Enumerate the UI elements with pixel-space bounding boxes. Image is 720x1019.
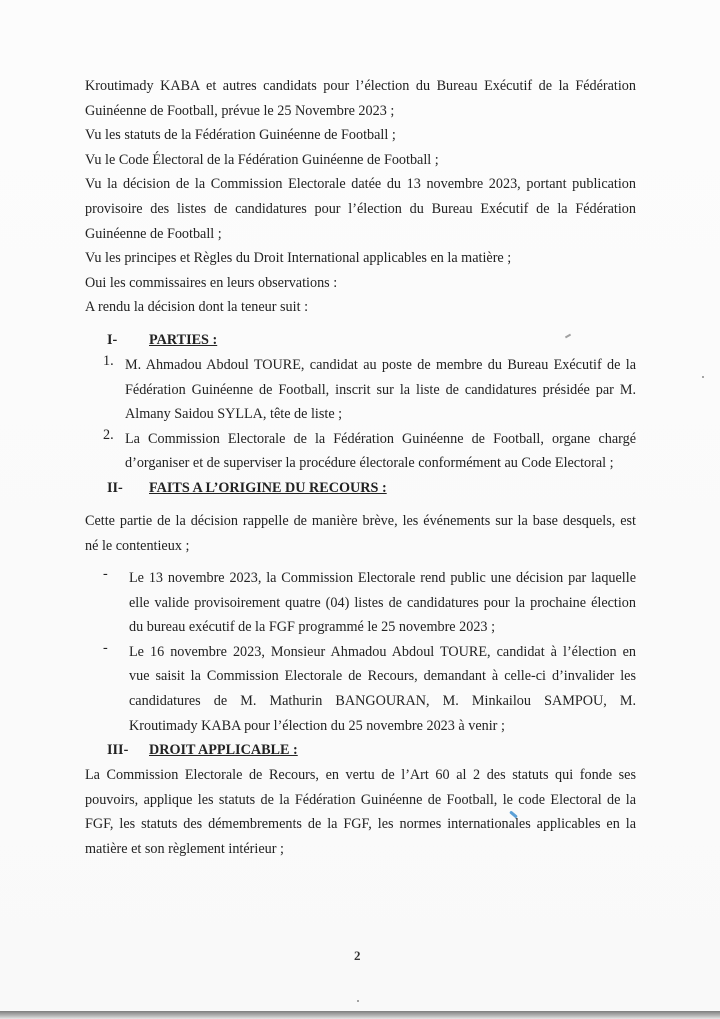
pen-mark <box>702 376 704 378</box>
document-body <box>85 74 636 862</box>
text-line: Vu les statuts de la Fédération Guinéenne de Football ; <box>85 127 396 144</box>
text-line: M. Ahmadou Abdoul TOURE, candidat au poste de membre du Bureau Exécutif de la <box>125 356 636 373</box>
section-number: III- <box>107 742 129 759</box>
text-line: pouvoirs, applique les statuts de la Fédération Guinéenne de Football, le code Electoral de la <box>85 791 636 808</box>
text-line: candidatures de M. Mathurin BANGOURAN, M. Minkailou SAMPOU, M. <box>129 693 636 710</box>
text-line: Le 16 novembre 2023, Monsieur Ahmadou Abdoul TOURE, candidat à l’élection en <box>129 643 636 660</box>
text-line: A rendu la décision dont la teneur suit : <box>85 299 309 316</box>
section-heading <box>85 476 636 501</box>
text-line: Fédération Guinéenne de Football, inscrit sur la liste de candidatures présidée par M. <box>125 381 636 398</box>
preamble <box>85 74 636 320</box>
text-line: Guinéenne de Football, prévue le 25 Novembre 2023 ; <box>85 102 395 119</box>
section-title: DROIT APPLICABLE : <box>149 742 298 759</box>
fact-item <box>85 640 636 738</box>
section-droit-applicable <box>85 738 636 861</box>
fact-item <box>85 566 636 640</box>
text-line: Kroutimady KABA pour l’élection du 25 novembre 2023 à venir ; <box>129 717 505 734</box>
page-number: 2 <box>354 948 361 963</box>
section-heading <box>85 738 636 763</box>
text-line: Kroutimady KABA et autres candidats pour l’élection du Bureau Exécutif de la Fédération <box>85 78 636 94</box>
party-item <box>85 427 636 476</box>
text-line: Vu les principes et Règles du Droit International applicables en la matière ; <box>85 250 512 267</box>
text-line: FGF, les statuts des démembrements de la FGF, les normes internationales applicables en la <box>85 816 636 833</box>
text-line: Cette partie de la décision rappelle de manière brève, les événements sur la base desquels, est <box>85 512 636 529</box>
section-number: II- <box>107 479 123 496</box>
section-parties <box>85 328 636 476</box>
text-line: La Commission Electorale de Recours, en vertu de l’Art 60 al 2 des statuts qui fonde ses <box>85 767 636 784</box>
page-edge-shadow <box>0 1011 720 1019</box>
text-line: matière et son règlement intérieur ; <box>85 841 284 858</box>
text-line: Le 13 novembre 2023, la Commission Electorale rend public une décision par laquelle <box>129 570 636 587</box>
ink-mark <box>357 1000 359 1002</box>
text-line: d’organiser et de superviser la procédure électorale conformément au Code Electoral ; <box>125 455 614 472</box>
text-line: Vu la décision de la Commission Electorale datée du 13 novembre 2023, portant publication <box>85 176 636 193</box>
section-title: PARTIES : <box>149 331 218 348</box>
text-line: vue saisit la Commission Electorale de Recours, demandant à celle-ci d’invalider les <box>129 668 636 685</box>
bullet-marker: - <box>103 639 108 656</box>
section-number: I- <box>107 331 118 348</box>
text-line: Guinéenne de Football ; <box>85 225 222 242</box>
text-line: provisoire des listes de candidatures pour l’élection du Bureau Exécutif de la Fédération <box>85 200 636 217</box>
party-item <box>85 353 636 427</box>
text-line: du bureau exécutif de la FGF programmé le 25 novembre 2023 ; <box>129 619 496 636</box>
list-marker: 2. <box>103 426 114 443</box>
section-faits <box>85 476 636 738</box>
text-line: elle valide provisoirement quatre (04) listes de candidatures pour la prochaine élection <box>129 594 636 611</box>
text-line: Vu le Code Électoral de la Fédération Guinéenne de Football ; <box>85 151 439 168</box>
text-line: Almany Saidou SYLLA, tête de liste ; <box>125 406 343 423</box>
list-marker: 1. <box>103 352 114 369</box>
text-line: né le contentieux ; <box>85 537 190 554</box>
bullet-marker: - <box>103 566 108 583</box>
section-heading <box>85 328 636 353</box>
text-line: La Commission Electorale de la Fédération Guinéenne de Football, organe chargé <box>125 430 636 447</box>
section-title: FAITS A L’ORIGINE DU RECOURS : <box>149 479 387 496</box>
text-line: Oui les commissaires en leurs observations : <box>85 274 338 291</box>
